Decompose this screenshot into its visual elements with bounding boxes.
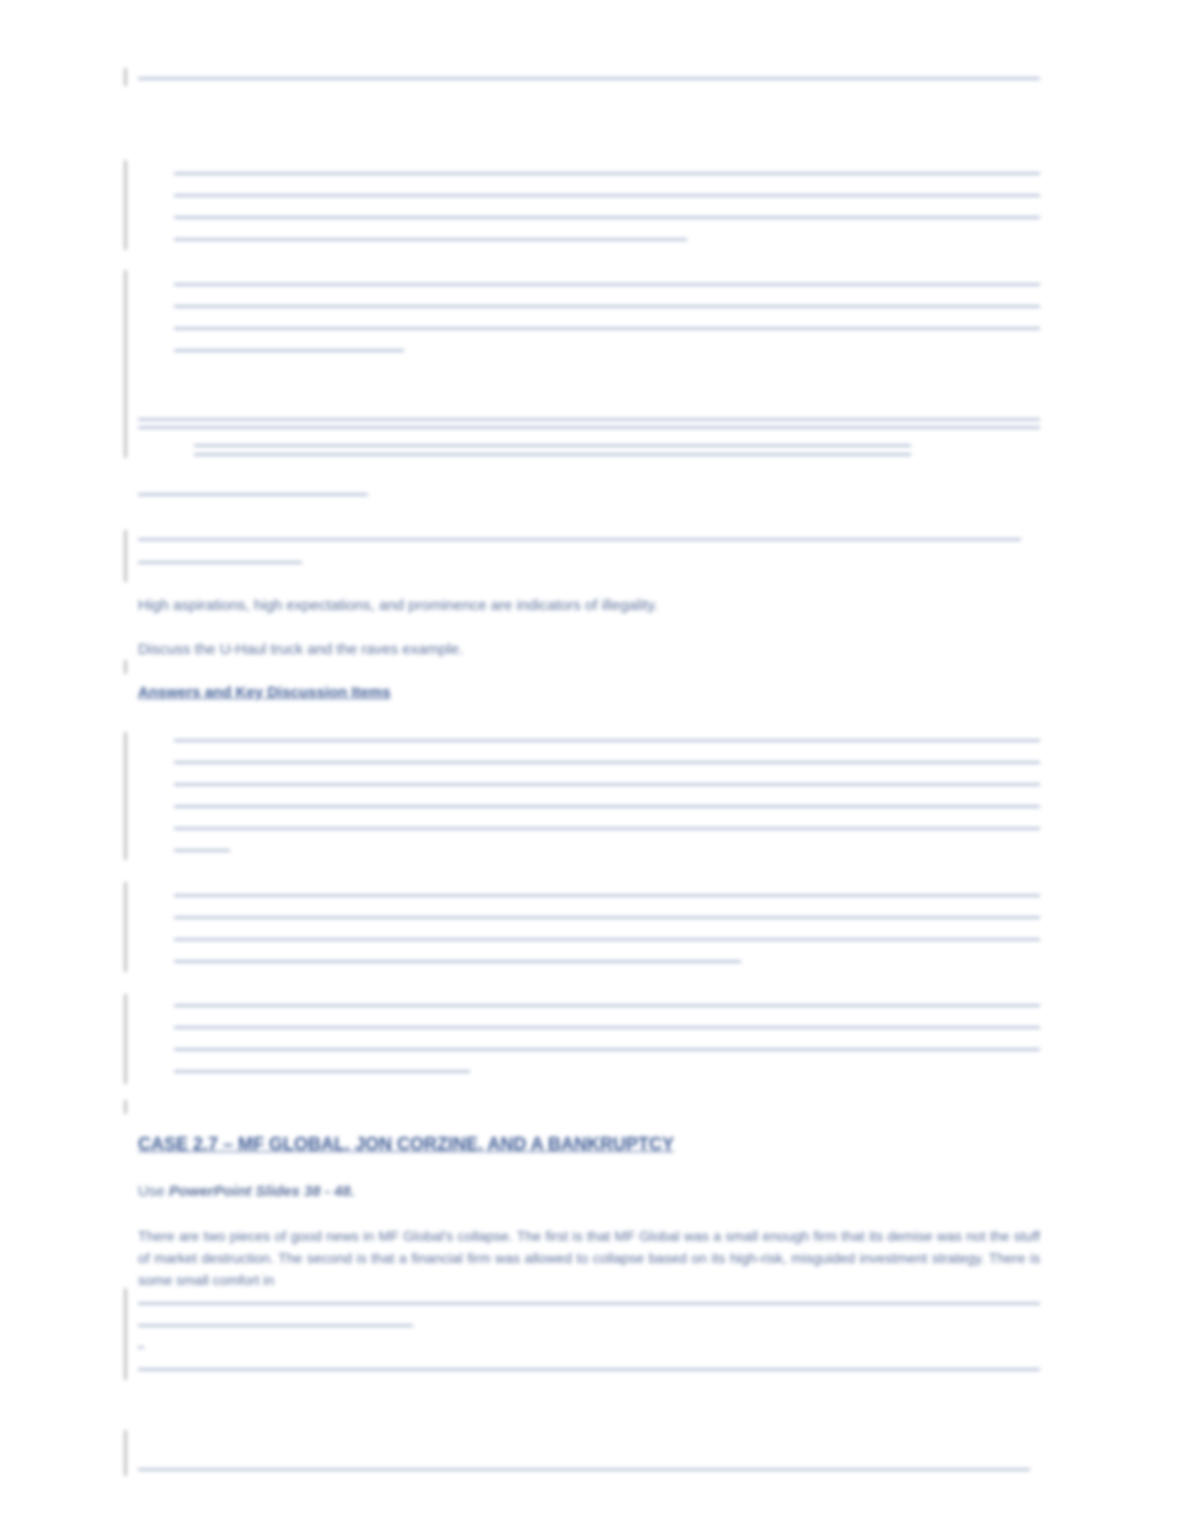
revision-bar: [125, 530, 126, 582]
hidden-text-line: [138, 78, 1040, 79]
hidden-text-line: [138, 427, 1040, 428]
use-prefix: Use: [138, 1183, 165, 1200]
hidden-text-line: [174, 239, 687, 240]
revision-bar: [125, 160, 126, 250]
hidden-text-line: [174, 762, 1040, 763]
hidden-text-line: [174, 306, 1040, 307]
hidden-text-line: [138, 539, 1021, 540]
revision-bar: [125, 1100, 126, 1114]
hidden-text-line: [174, 1071, 470, 1072]
revision-bar: [125, 882, 126, 972]
revision-bar: [125, 732, 126, 860]
revision-bar: [125, 270, 126, 458]
use-slides-line: [138, 1181, 355, 1203]
hidden-text-line: [174, 961, 741, 962]
hidden-text-line: [174, 850, 230, 851]
hidden-text-line: [174, 939, 1040, 940]
hidden-text-line: [138, 1325, 413, 1326]
body-text-line: Discuss the U-Haul truck and the raves example.: [138, 641, 464, 658]
answers-heading: Answers and Key Discussion Items: [138, 684, 391, 701]
revision-bar: [125, 994, 126, 1084]
hidden-text-line: [174, 806, 1040, 807]
body-text-line: High aspirations, high expectations, and prominence are indicators of illegality.: [138, 597, 659, 614]
body-paragraph: There are two pieces of good news in MF Global's collapse. The first is that MF Global was a small enough firm that its demise was not the stuff of market destruction. The second is that a financial firm was allowed to collapse based on its high-risk, misguided investment strategy. There is some small comfort in: [138, 1228, 1040, 1287]
hidden-text-line: [138, 419, 1040, 420]
hidden-text-line: [174, 740, 1040, 741]
hidden-text-line: [194, 454, 911, 455]
hidden-text-line: [138, 1369, 1040, 1370]
hidden-text-line: [174, 1027, 1040, 1028]
slides-reference: PowerPoint Slides 38 - 48.: [168, 1183, 355, 1200]
hidden-text-line: [174, 328, 1040, 329]
revision-bar: [125, 68, 126, 86]
hidden-text-line: [174, 895, 1040, 896]
hidden-text-line: [138, 562, 302, 563]
hidden-text-line: [138, 494, 368, 495]
hidden-text-line: [174, 917, 1040, 918]
hidden-text-line: [174, 284, 1040, 285]
hidden-text-line: [174, 828, 1040, 829]
revision-bar: [125, 1288, 126, 1380]
hidden-text-line: [174, 173, 1040, 174]
hidden-text-line: [174, 784, 1040, 785]
revision-bar: [125, 660, 126, 674]
case-heading: CASE 2.7 – MF GLOBAL, JON CORZINE, AND A BANKRUPTCY: [138, 1134, 675, 1154]
hidden-text-line: [174, 1005, 1040, 1006]
revision-bar: [125, 1430, 126, 1476]
hidden-text-line: [174, 1049, 1040, 1050]
hidden-text-line: [174, 195, 1040, 196]
hidden-text-line: [194, 445, 911, 446]
hidden-text-line: [138, 1347, 144, 1348]
hidden-text-line: [174, 350, 404, 351]
hidden-text-line: [174, 217, 1040, 218]
hidden-text-line: [138, 1469, 1030, 1470]
hidden-text-line: [138, 1303, 1040, 1304]
